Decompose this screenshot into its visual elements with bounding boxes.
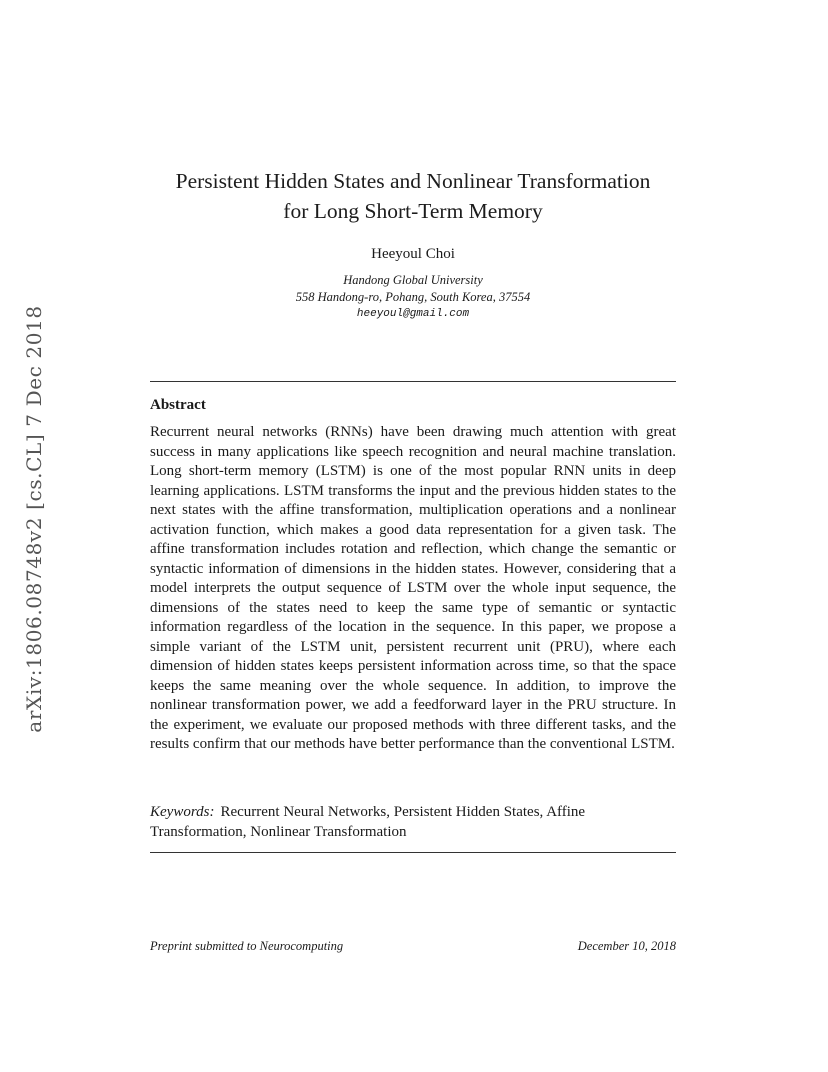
- author-affiliation-block: [150, 272, 676, 323]
- preprint-note: Preprint submitted to Neurocomputing: [150, 939, 344, 953]
- paper-title-line-1: Persistent Hidden States and Nonlinear Transformation: [175, 169, 651, 193]
- abstract-top-rule: [150, 381, 676, 382]
- keywords-block: [150, 802, 676, 842]
- paper-title-line-2: for Long Short-Term Memory: [283, 199, 543, 223]
- keywords-list: Recurrent Neural Networks, Persistent Hidden States, Affine Transformation, Nonlinear Transformation: [150, 804, 586, 840]
- abstract-bottom-rule: [150, 852, 676, 853]
- arxiv-identifier-stamp: arXiv:1806.08748v2 [cs.CL] 7 Dec 2018: [22, 305, 46, 733]
- author-name: Heeyoul Choi: [371, 246, 455, 262]
- affiliation-name: Handong Global University: [343, 273, 483, 287]
- paper-title: [150, 166, 676, 226]
- keywords-label: Keywords:: [150, 804, 215, 820]
- abstract-body: Recurrent neural networks (RNNs) have been drawing much attention with great success in many applications like speech recognition and neural machine translation. Long short-term memory (LSTM) is one of the most popular RNN units in deep learning applications. LSTM transforms the input and the previous hidden states to the next states with the affine transformation, multiplication operations and a nonlinear activation function, which makes a good data representation for a given task. The affine transformation includes rotation and reflection, which change the semantic or syntactic information of dimensions in the hidden states. However, considering that a model interprets the output sequence of LSTM over the whole input sequence, the dimensions of the states need to keep the same type of semantic or syntactic information regardless of the location in the sequence. In this paper, we propose a simple variant of the LSTM unit, persistent recurrent unit (PRU), where each dimension of hidden states keeps persistent information across time, so that the space keeps the same meaning over the whole sequence. In addition, to improve the nonlinear transformation power, we add a feedforward layer in the PRU structure. In the experiment, we evaluate our proposed methods with three different tasks, and the results confirm that our methods have better performance than the conventional LSTM.: [150, 424, 676, 752]
- preprint-date: December 10, 2018: [577, 939, 676, 953]
- affiliation-address: 558 Handong-ro, Pohang, South Korea, 37554: [295, 290, 531, 304]
- abstract-heading: Abstract: [150, 397, 206, 413]
- author-email[interactable]: heeyoul@gmail.com: [356, 308, 470, 320]
